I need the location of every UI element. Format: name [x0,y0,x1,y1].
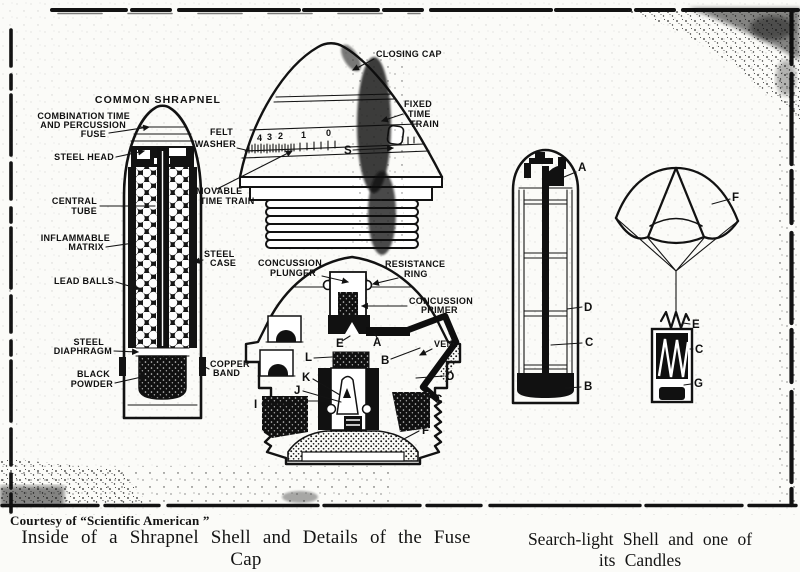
label-fixed-time-1: FIXED [404,99,433,109]
letter-j: J [294,385,301,397]
label-movable-2: TIME TRAIN [200,196,255,206]
label-vent: VENT [434,339,460,349]
central-rod [542,166,549,373]
label-resistance-ring-2: RING [404,269,428,279]
caption-searchlight-line1: Search-light Shell and one of [527,529,753,549]
candle-base-plug [659,387,685,400]
label-fixed-time-2: TIME [408,109,431,119]
label-concussion-primer-1: CONCUSSION [409,296,474,306]
channel-bar [366,327,410,336]
label-black-powder-1: BLACK [77,369,110,379]
label-steel-head: STEEL HEAD [54,152,114,162]
letter-f: F [732,192,740,204]
cap-flange-lower [250,187,432,200]
letter-k: K [302,372,311,384]
letter-l: L [304,352,312,364]
cap-flange-upper [240,177,442,187]
label-central-1: CENTRAL [51,196,97,206]
label-combination-2: AND PERCUSSION [40,120,126,130]
caption-searchlight-line2: its Candles [598,550,682,571]
diagram-title: COMMON SHRAPNEL [94,94,222,106]
case-wall-left [128,167,136,348]
letter-b: B [584,381,593,393]
concussion-primer-core [338,292,358,315]
letter-c: C [695,344,704,356]
label-steel-case-2: CASE [210,258,237,268]
letter-g: G [694,378,703,390]
black-powder-charge [139,356,186,399]
label-concussion-plunger-2: PLUNGER [270,268,317,278]
body-mass-left [262,396,308,438]
label-black-powder-2: POWDER [70,379,113,389]
letter-e: E [692,319,700,331]
label-central-2: TUBE [71,206,97,216]
letter-d: D [584,302,593,314]
letter-i: I [254,399,258,411]
label-resistance-ring-1: RESISTANCE [385,259,446,269]
label-lead-balls: LEAD BALLS [54,276,114,286]
label-diaphragm-2: DIAPHRAGM [53,346,112,356]
label-felt-washer-2: WASHER [194,139,236,149]
label-diaphragm-1: STEEL [73,337,104,347]
label-copper-band-2: BAND [213,368,241,378]
label-closing-cap: CLOSING CAP [376,49,442,59]
label-inflammable-2: MATRIX [68,242,104,252]
letter-f: F [422,425,430,437]
label-s: S [344,145,352,157]
copper-band-left [119,357,126,376]
label-fixed-time-3: TRAIN [410,119,439,129]
label-concussion-primer-2: PRIMER [421,305,458,315]
label-combination-1: COMBINATION TIME [37,111,130,121]
letter-c: C [434,394,443,406]
label-movable-1: MOVABLE [196,186,243,196]
scale-1: 1 [301,130,307,140]
courtesy-line: Courtesy of “Scientific American ” [10,513,210,528]
caption-shrapnel: Inside of a Shrapnel Shell and Details of the Fuse Cap [21,527,471,570]
scale-0: 0 [326,128,332,138]
letter-b: B [381,355,390,367]
label-combination-3: FUSE [80,129,106,139]
base-charge [517,373,574,398]
letter-d: D [446,371,455,383]
label-concussion-plunger-1: CONCUSSION [258,258,323,268]
caption-searchlight [498,529,782,572]
scale-3: 3 [267,132,273,142]
label-inflammable-1: INFLAMMABLE [40,233,110,243]
scale-4: 4 [257,133,263,143]
striker-block [333,352,369,369]
label-copper-band-1: COPPER [210,359,250,369]
letter-a: A [578,162,587,174]
valve-stack [344,416,362,430]
label-felt-washer-1: FELT [209,127,233,137]
letter-e: E [336,338,344,350]
diaphragm-band [136,348,189,356]
letter-c: C [585,337,594,349]
label-steel-case-1: STEEL [204,249,235,259]
letter-a: A [373,337,382,349]
scale-2: 2 [278,131,284,141]
bell-flank-right [366,368,379,430]
